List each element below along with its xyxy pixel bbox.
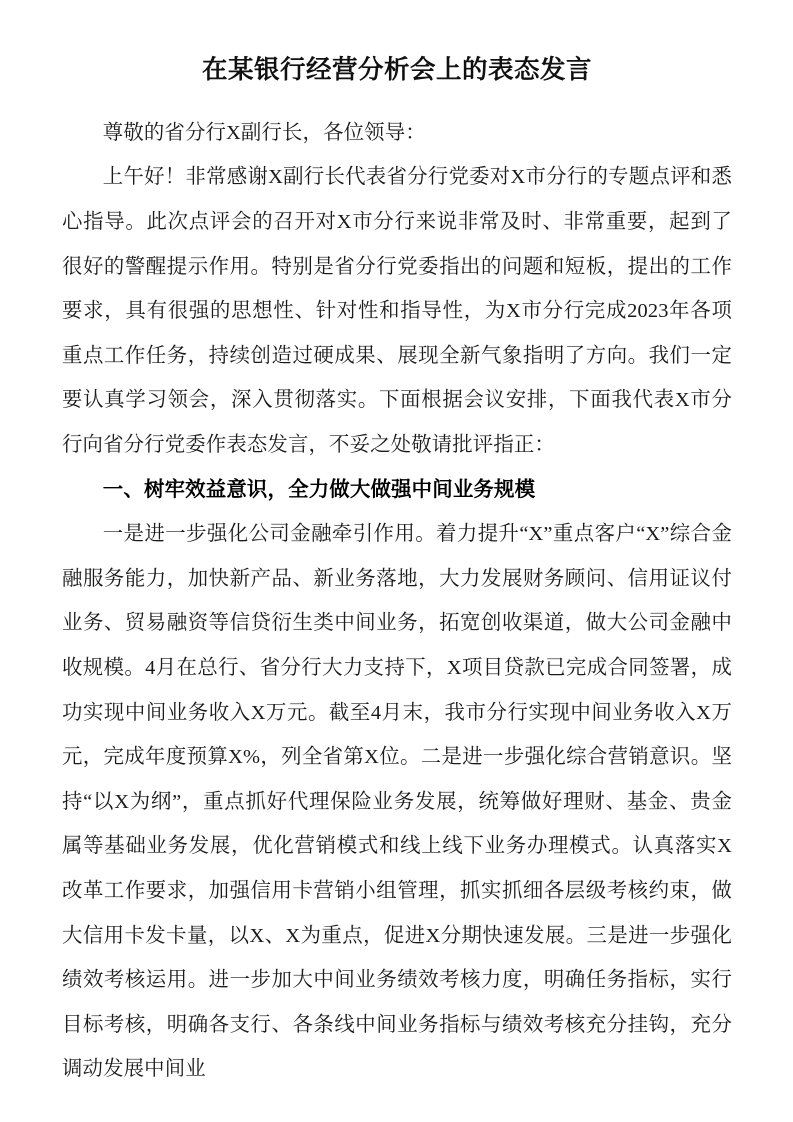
opening-paragraph: 上午好！非常感谢X副行长代表省分行党委对X市分行的专题点评和悉心指导。此次点评会的召开对X市分行来说非常及时、非常重要，起到了很好的警醒提示作用。特别是省分行党委指出的问题和短板，提出的工作要求，具有很强的思想性、针对性和指导性，为X市分行完成2023年各项重点工作任务，持续创造过硬成果、展现全新气象指明了方向。我们一定要认真学习领会，深入贯彻落实。下面根据会议安排，下面我代表X市分行向省分行党委作表态发言，不妥之处敬请批评指正：	[62, 166, 732, 457]
page-title: 在某银行经营分析会上的表态发言	[201, 56, 592, 84]
section-one-body-paragraph: 一是进一步强化公司金融牵引作用。着力提升“X”重点客户“X”综合金融服务能力，加快新产品、新业务落地，大力发展财务顾问、信用证议付业务、贸易融资等信贷衍生类中间业务，拓宽创收渠道，做大公司金融中收规模。4月在总行、省分行大力支持下，X项目贷款已完成合同签署，成功实现中间业务收入X万元。截至4月末，我市分行实现中间业务收入X万元，完成年度预算X%，列全省第X位。二是进一步强化综合营销意识。坚持“以X为纲”，重点抓好代理保险业务发展，统筹做好理财、基金、贵金属等基础业务发展，优化营销模式和线上线下业务办理模式。认真落实X改革工作要求，加强信用卡营销小组管理，抓实抓细各层级考核约束，做大信用卡发卡量，以X、X为重点，促进X分期快速发展。三是进一步强化绩效考核运用。进一步加大中间业务绩效考核力度，明确任务指标，实行目标考核，明确各支行、各条线中间业务指标与绩效考核充分挂钩，充分调动发展中间业	[62, 523, 732, 1081]
salutation-paragraph: 尊敬的省分行X副行长，各位领导：	[102, 121, 426, 144]
page-content	[62, 0, 732, 1092]
section-heading-one: 一、树牢效益意识，全力做大做强中间业务规模	[102, 478, 536, 501]
document-body	[62, 111, 732, 1092]
